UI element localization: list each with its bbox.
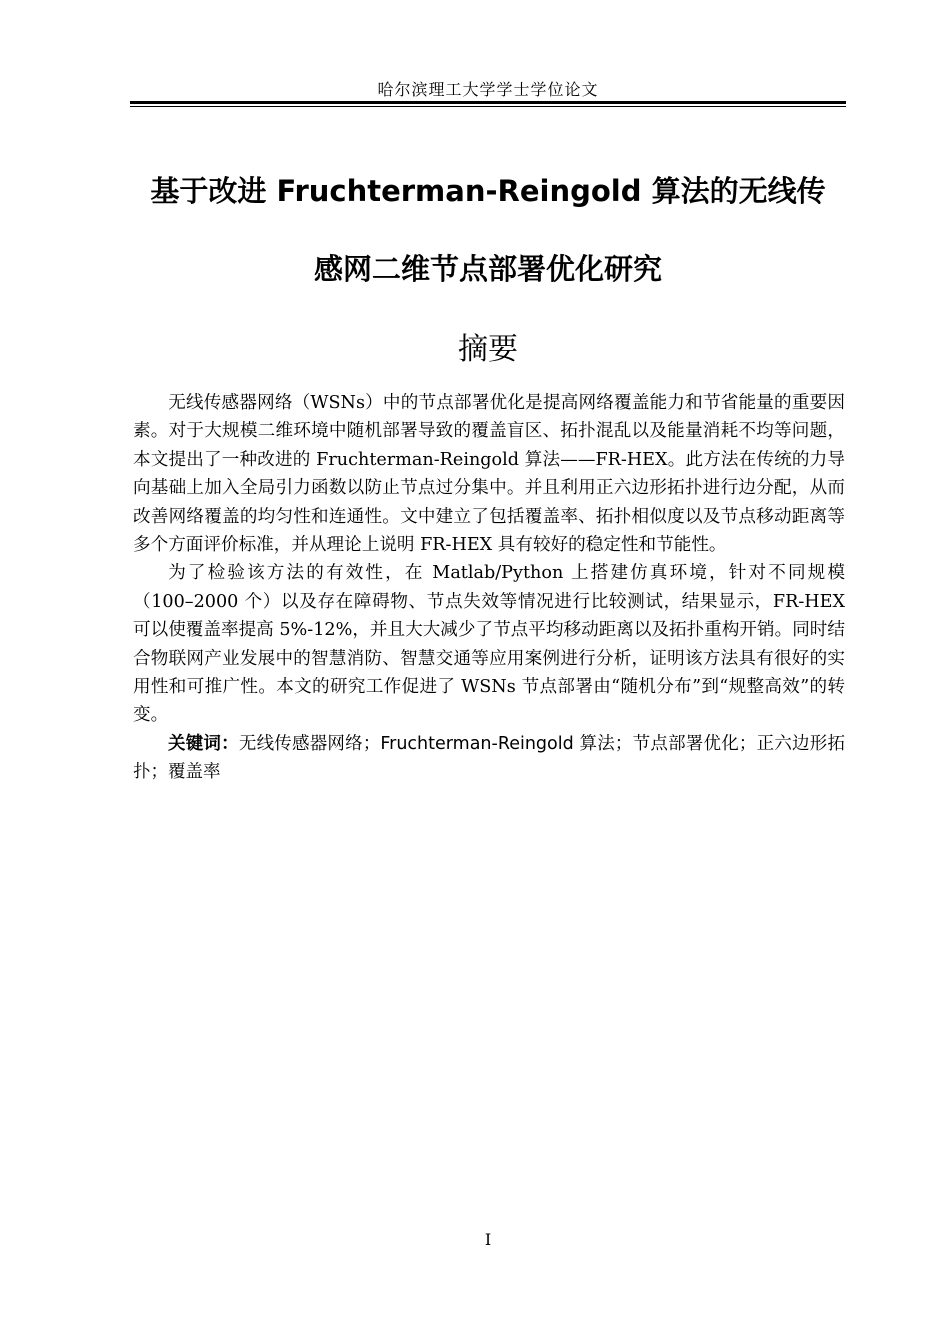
abstract-paragraph-1: 无线传感器网络（WSNs）中的节点部署优化是提高网络覆盖能力和节省能量的重要因素。对于大规模二维环境中随机部署导致的覆盖盲区、拓扑混乱以及能量消耗不均等问题，本文提出了一种改进的 Fruchterman-Reingold 算法——FR-HEX。此方法在传统的力导向基础上加入全局引力函数以防止节点过分集中。并且利用正六边形拓扑进行边分配，从而改善网络覆盖的均匀性和连通性。文中建立了包括覆盖率、拓扑相似度以及节点移动距离等多个方面评价标准，并从理论上说明 FR-HEX 具有较好的稳定性和节能性。 [133,393,845,556]
keywords-label: 关键词： [168,733,239,754]
thesis-title-line-2: 感网二维节点部署优化研究 [313,252,662,286]
keywords-text: 无线传感器网络；Fruchterman-Reingold 算法；节点部署优化；正六边形拓扑；覆盖率 [133,733,845,783]
abstract-body [133,389,845,787]
running-header: 哈尔滨理工大学学士学位论文 [377,80,599,99]
header-rule-thin [130,106,846,107]
keywords-paragraph [133,730,845,787]
abstract-heading: 摘要 [458,332,518,367]
abstract-paragraph-2: 为了检验该方法的有效性，在 Matlab/Python 上搭建仿真环境，针对不同规模（100–2000 个）以及存在障碍物、节点失效等情况进行比较测试，结果显示，FR-HEX 可以使覆盖率提高 5%-12%，并且大大减少了节点平均移动距离以及拓扑重构开销。同时结合物联网产业发展中的智慧消防、智慧交通等应用案例进行分析，证明该方法具有很好的实用性和可推广性。本文的研究工作促进了 WSNs 节点部署由“随机分布”到“规整高效”的转变。 [133,563,845,726]
page-number: I [484,1230,492,1249]
header-rule-thick [130,101,846,104]
thesis-title [130,152,846,308]
thesis-title-line-1: 基于改进 Fruchterman-Reingold 算法的无线传 [150,174,826,208]
